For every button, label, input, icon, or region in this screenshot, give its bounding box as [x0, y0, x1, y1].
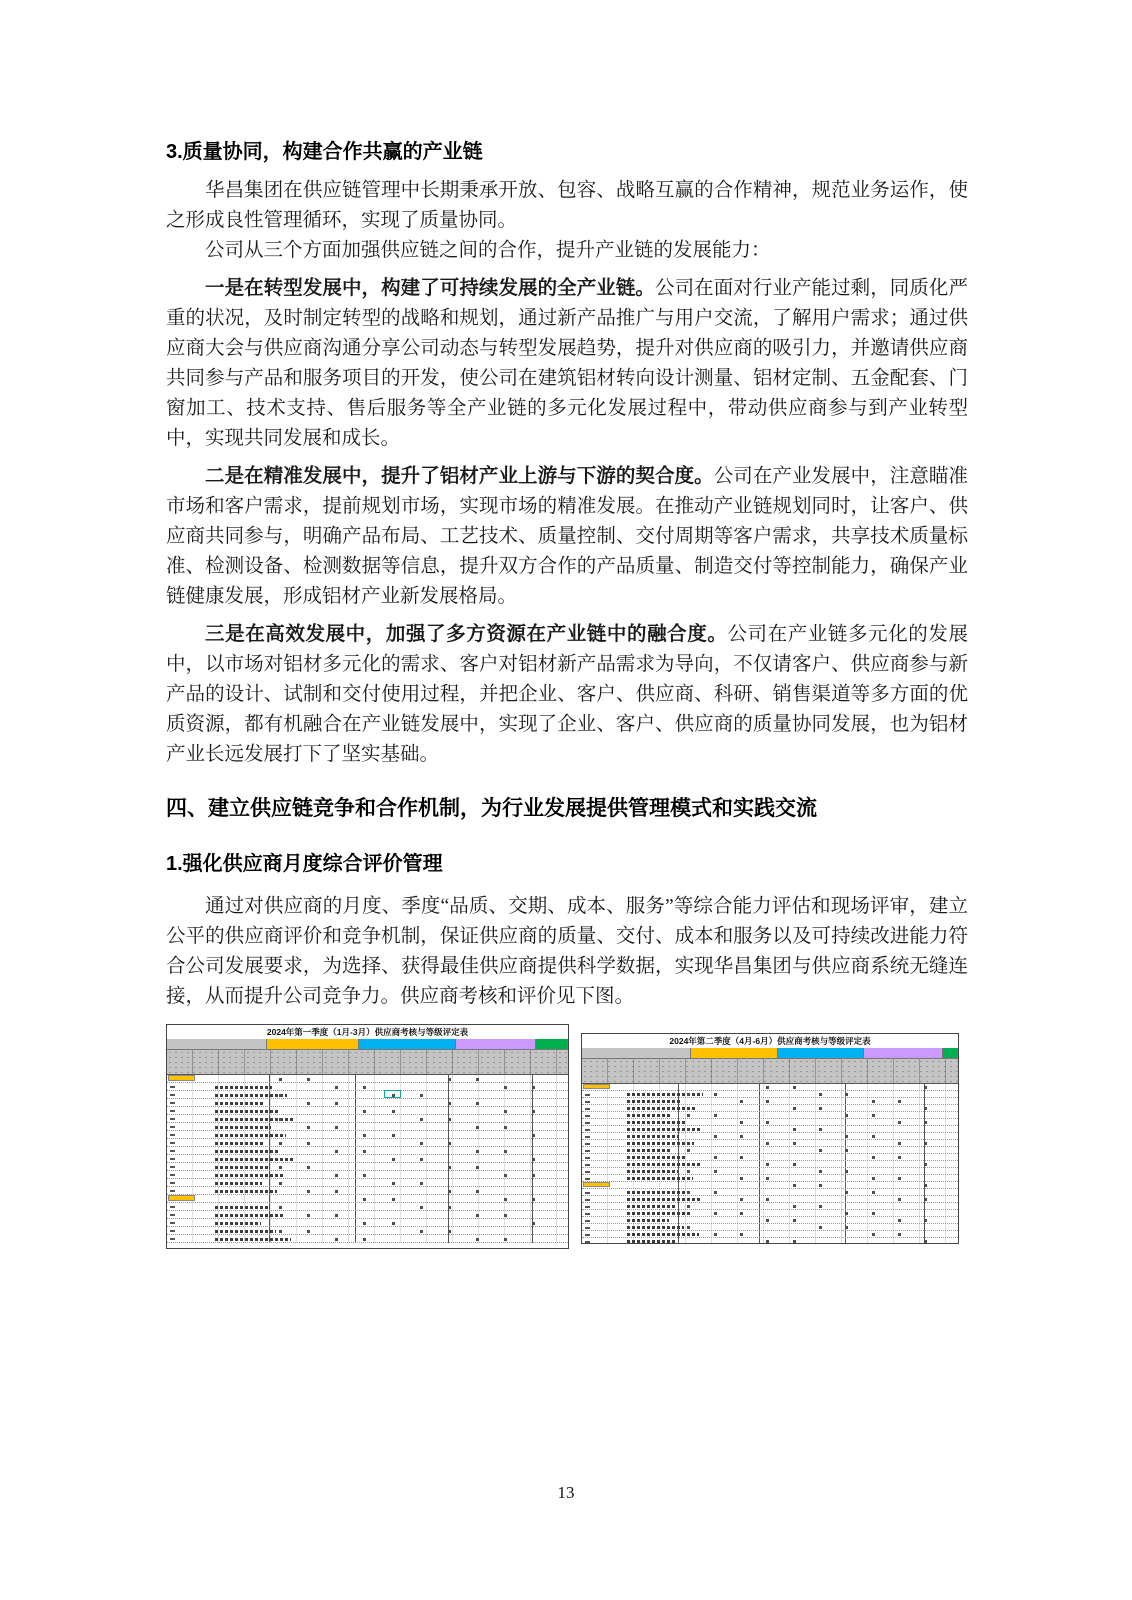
table-row	[582, 1224, 958, 1231]
table-row	[582, 1147, 958, 1154]
q2-supplier-evaluation-table	[581, 1033, 959, 1244]
heading-quality-synergy: 3.质量协同，构建合作共赢的产业链	[166, 141, 483, 163]
table-row	[167, 1179, 568, 1187]
header-band-cyan	[778, 1048, 864, 1058]
table-row	[167, 1227, 568, 1235]
table-subheader	[582, 1058, 958, 1084]
table-row	[582, 1175, 958, 1182]
heading-monthly-evaluation: 1.强化供应商月度综合评价管理	[166, 853, 443, 875]
header-band-purple	[864, 1048, 943, 1058]
header-band-green	[536, 1039, 568, 1049]
paragraph-point-2	[166, 462, 968, 612]
paragraph-point-3	[166, 620, 968, 770]
point-3-body: 公司在产业链多元化的发展中，以市场对铝材多元化的需求、客户对铝材新产品需求为导向，不仅请客户、供应商参与新产品的设计、试制和交付使用过程，并把企业、客户、供应商、科研、销售渠道等多方面的优质资源，都有机融合在产业链发展中，实现了企业、客户、供应商的质量协同发展，也为铝材产业长远发展打下了坚实基础。	[166, 624, 968, 765]
table-row	[582, 1140, 958, 1147]
table-body	[582, 1084, 958, 1244]
table-row	[167, 1115, 568, 1123]
point-3-lead: 三是在高效发展中，加强了多方资源在产业链中的融合度。	[205, 624, 728, 645]
table-row	[167, 1139, 568, 1147]
table-row	[582, 1203, 958, 1210]
header-band-gray	[582, 1048, 691, 1058]
table-row	[582, 1168, 958, 1175]
table-row	[167, 1203, 568, 1211]
q1-supplier-evaluation-table	[166, 1024, 569, 1249]
table-row	[582, 1161, 958, 1168]
header-band-cyan	[359, 1039, 455, 1049]
table-row	[582, 1126, 958, 1133]
point-2-lead: 二是在精准发展中，提升了铝材产业上游与下游的契合度。	[205, 466, 714, 487]
point-1-lead: 一是在转型发展中，构建了可持续发展的全产业链。	[205, 278, 655, 299]
header-band-yellow	[267, 1039, 359, 1049]
table-row	[167, 1107, 568, 1115]
table-row	[582, 1098, 958, 1105]
table-row	[167, 1155, 568, 1163]
table-header-bands	[167, 1039, 568, 1049]
table-row	[582, 1133, 958, 1140]
table-row	[167, 1187, 568, 1195]
table-row	[167, 1235, 568, 1243]
table-row	[582, 1196, 958, 1203]
table-row	[582, 1189, 958, 1196]
table-row	[167, 1195, 568, 1203]
table-body	[167, 1075, 568, 1243]
table-row	[167, 1099, 568, 1107]
table-row	[582, 1238, 958, 1244]
table-header-bands	[582, 1048, 958, 1058]
table-row	[167, 1211, 568, 1219]
header-band-yellow	[691, 1048, 777, 1058]
table-title: 2024年第二季度（4月-6月）供应商考核与等级评定表	[669, 1036, 871, 1046]
table-row	[582, 1084, 958, 1091]
paragraph-evaluation: 通过对供应商的月度、季度“品质、交期、成本、服务”等综合能力评估和现场评审，建立公平的供应商评价和竞争机制，保证供应商的质量、交付、成本和服务以及可持续改进能力符合公司发展要求，为选择、获得最佳供应商提供科学数据，实现华昌集团与供应商系统无缝连接，从而提升公司竞争力。供应商考核和评价见下图。	[166, 896, 968, 1007]
table-row	[582, 1112, 958, 1119]
table-row	[582, 1231, 958, 1238]
table-row	[582, 1217, 958, 1224]
point-2-body: 公司在产业发展中，注意瞄准市场和客户需求，提前规划市场，实现市场的精准发展。在推动产业链规划同时，让客户、供应商共同参与，明确产品布局、工艺技术、质量控制、交付周期等客户需求，共享技术质量标准、检测设备、检测数据等信息，提升双方合作的产品质量、制造交付等控制能力，确保产业链健康发展，形成铝材产业新发展格局。	[166, 466, 968, 607]
table-row	[167, 1219, 568, 1227]
header-band-purple	[456, 1039, 536, 1049]
point-1-body: 公司在面对行业产能过剩，同质化严重的状况，及时制定转型的战略和规划，通过新产品推广与用户交流，了解用户需求；通过供应商大会与供应商沟通分享公司动态与转型发展趋势，提升对供应商的吸引力，并邀请供应商共同参与产品和服务项目的开发，使公司在建筑铝材转向设计测量、铝材定制、五金配套、门窗加工、技术支持、售后服务等全产业链的多元化发展过程中，带动供应商参与到产业转型中，实现共同发展和成长。	[166, 278, 968, 449]
heading-section-4: 四、建立供应链竞争和合作机制，为行业发展提供管理模式和实践交流	[166, 797, 817, 820]
header-band-green	[943, 1048, 958, 1058]
table-row	[582, 1182, 958, 1189]
table-row	[167, 1091, 568, 1099]
page-number: 13	[557, 1483, 575, 1502]
table-row	[167, 1075, 568, 1083]
table-row	[167, 1163, 568, 1171]
table-row	[167, 1147, 568, 1155]
table-subheader	[167, 1049, 568, 1075]
table-title: 2024年第一季度（1月-3月）供应商考核与等级评定表	[266, 1027, 469, 1037]
table-row	[167, 1083, 568, 1091]
table-row	[582, 1210, 958, 1217]
table-row	[582, 1105, 958, 1112]
table-row	[167, 1123, 568, 1131]
table-row	[582, 1154, 958, 1161]
paragraph-intro-2: 公司从三个方面加强供应链之间的合作，提升产业链的发展能力：	[205, 240, 771, 261]
supplier-evaluation-figure	[166, 1024, 968, 1249]
table-row	[167, 1131, 568, 1139]
paragraph-intro-1: 华昌集团在供应链管理中长期秉承开放、包容、战略互赢的合作精神，规范业务运作，使之形成良性管理循环，实现了质量协同。	[166, 180, 968, 231]
table-row	[582, 1119, 958, 1126]
paragraph-point-1	[166, 274, 968, 454]
table-row	[167, 1171, 568, 1179]
header-band-gray	[167, 1039, 267, 1049]
table-row	[582, 1091, 958, 1098]
